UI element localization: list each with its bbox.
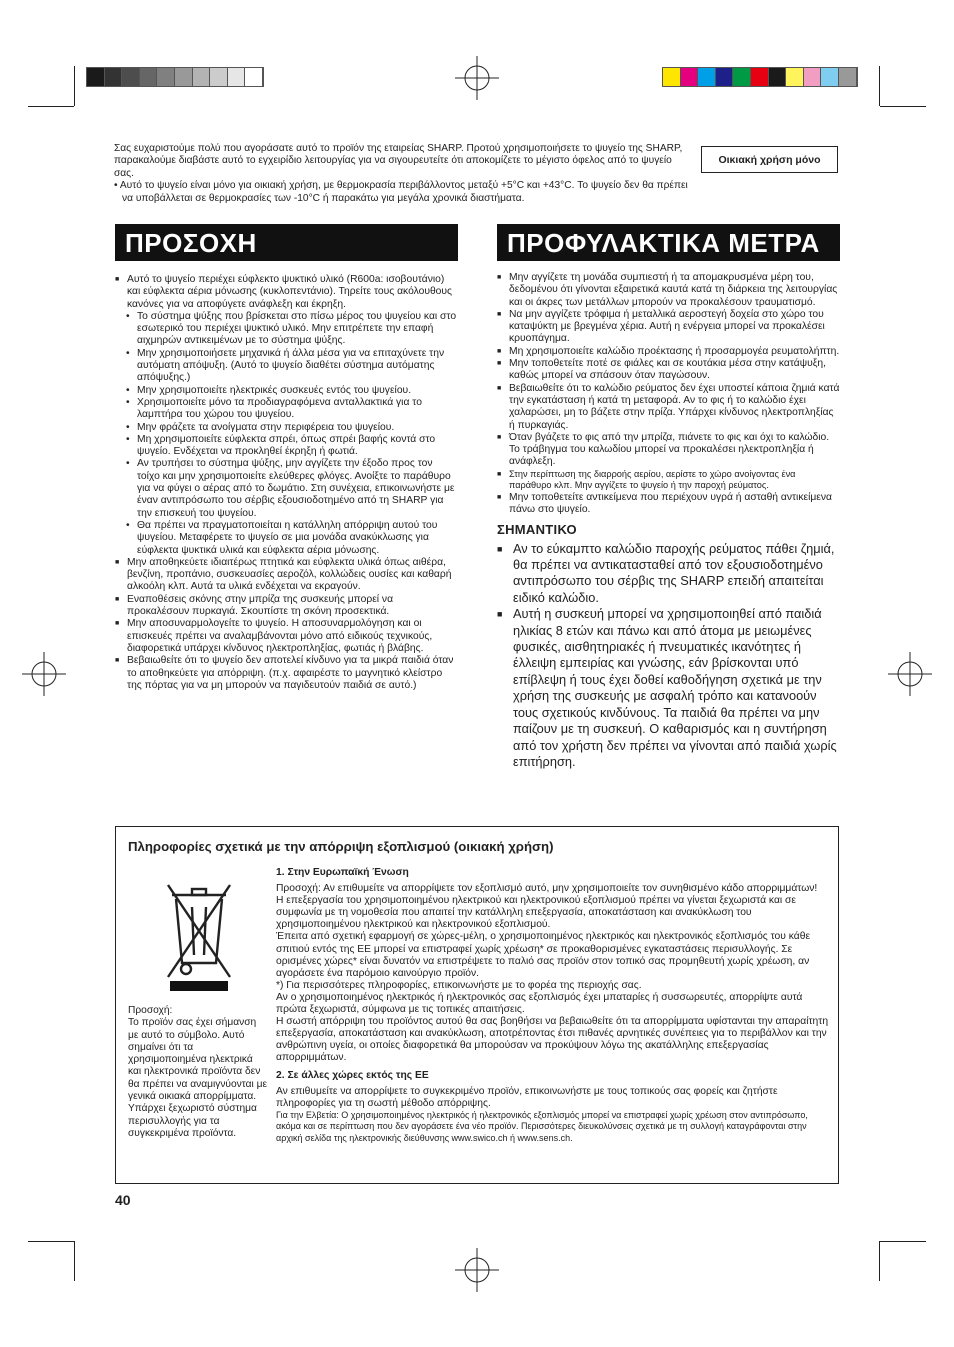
list-item: ■ Μην τοποθετείτε αντικείμενα που περιέχουν υγρά ή ασταθή αντικείμενα πάνω στο ψυγείο.: [497, 492, 840, 517]
crop-mark: [74, 66, 75, 106]
crop-mark: [879, 1241, 880, 1281]
important-title: ΣΗΜΑΝΤΙΚΟ: [497, 522, 577, 538]
color-swatch: [733, 68, 751, 86]
crop-mark: [879, 66, 880, 106]
section1-paragraph: *) Για περισσότερες πληροφορίες, επικοινωνήστε με το φορέα της περιοχής σας.: [276, 979, 642, 991]
section1-paragraph: Η σωστή απόρριψη του προϊόντος αυτού θα σας βοηθήσει να βεβαιωθείτε ότι τα απορρίμματα υφίστανται την απαραίτητη επεξεργασία, αποκατάσταση και ανακύκλωση, αποτρέποντας έτσι πιθανές αρνητικές συνέπειες για το περιβάλλον και την ανθρώπινη υγεία, οι οποίες διαφορετικά θα μπορούσαν να προκύψουν λόγω της ακατάλληλης επεξεργασίας απορριμμάτων.: [276, 1016, 829, 1064]
list-item: • Θα πρέπει να πραγματοποιείται η κατάλληλη απόρριψη αυτού του ψυγείου. Μεταφέρετε το ψυγείο σε μια μονάδα ανακύκλωσης για εύφλεκτα ψυκτικά υλικά και εύφλεκτα αέρια μόνωσης.: [115, 520, 458, 557]
color-swatch: [175, 68, 193, 86]
intro-paragraph: Σας ευχαριστούμε πολύ που αγοράσατε αυτό το προϊόν της εταιρείας SHARP. Προτού χρησιμοποιήσετε το ψυγείο της SHARP, παρακαλούμε διαβάστε αυτό το εγχειρίδιο λειτουργίας για να σιγουρευτείτε ότι αποκομίζετε το μέγιστο όφελος από το ψυγείο σας.: [114, 143, 683, 179]
color-swatch: [698, 68, 716, 86]
section1-title: 1. Στην Ευρωπαϊκή Ένωση: [276, 867, 409, 878]
household-use-badge: Οικιακή χρήση μόνο: [701, 146, 838, 173]
disposal-text: [276, 867, 831, 1144]
important-item: ■ Αν το εύκαμπτο καλώδιο παροχής ρεύματος πάθει ζημιά, θα πρέπει να αντικατασταθεί από τον εξουσιοδοτημένο αντιπρόσωπο του σέρβις της SHARP επειδή απαιτείται ειδικό καλώδιο.: [497, 541, 840, 607]
caution-section: [115, 224, 458, 692]
list-item: ■ Μην τοποθετείτε ποτέ σε φιάλες και σε κουτάκια μέσα στην κατάψυξη, καθώς μπορεί να σπάσουν όταν παγώσουν.: [497, 358, 840, 383]
crop-mark: [880, 1241, 926, 1242]
color-swatch: [716, 68, 734, 86]
caution-title: ΠΡΟΣΟΧΗ: [115, 224, 458, 261]
section1-paragraph: Η επεξεργασία του χρησιμοποιημένου ηλεκτρικού και ηλεκτρονικού εξοπλισμού πρέπει να γίνεται ξεχωριστά και σε συμφωνία με τη νομοθεσία που απαιτεί την κατάλληλη επεξεργασία, αποκατάσταση και ανακύκλωση του χρησιμοποιημένου ηλεκτρικού και ηλεκτρονικού εξοπλισμού.: [276, 895, 796, 931]
color-swatch: [193, 68, 211, 86]
color-calibration-bar: [662, 67, 858, 87]
page-number: 40: [115, 1192, 131, 1208]
color-swatch: [245, 68, 263, 86]
registration-mark-icon: [455, 56, 499, 100]
weee-caution-text: Το προϊόν σας έχει σήμανση με αυτό το σύμβολο. Αυτό σημαίνει ότι τα χρησιμοποιημένα ηλεκτρικά και ηλεκτρονικά προϊόντα δεν θα πρέπει να αναμιγνύονται με γενικά οικιακά απορρίμματα. Υπάρχει ξεχωριστό σύστημα περισυλλογής για τα συγκεκριμένα προϊόντα.: [128, 1017, 268, 1139]
registration-mark-icon: [888, 652, 932, 696]
list-item: ■ Αυτό το ψυγείο περιέχει εύφλεκτο ψυκτικό υλικό (R600a: ισοβουτάνιο) και εύφλεκτα αέρια μόνωσης (κυκλοπεντάνιο). Τηρείτε τους ακόλουθους κανόνες για να αποφύγετε ανάφλεξη και έκρηξη.: [115, 274, 458, 311]
color-swatch: [140, 68, 158, 86]
color-swatch: [821, 68, 839, 86]
color-swatch: [786, 68, 804, 86]
section1-paragraph: Προσοχή: Αν επιθυμείτε να απορρίψετε τον εξοπλισμό αυτό, μην χρησιμοποιείτε τον συνηθισμένο κάδο απορριμμάτων!: [276, 883, 818, 895]
section1-paragraph: Αν ο χρησιμοποιημένος ηλεκτρικός ή ηλεκτρονικός σας εξοπλισμός έχει μπαταρίες ή συσσωρευτές, απορρίψτε αυτά πρώτα ξεχωριστά, σύμφωνα με τις τοπικές απαιτήσεις.: [276, 991, 803, 1016]
section1-paragraph: Έπειτα από σχετική εφαρμογή σε χώρες-μέλη, ο χρησιμοποιημένος ηλεκτρικός και ηλεκτρονικός εξοπλισμός του κάθε σπιτιού εντός της ΕΕ μπορεί να επιστραφεί χωρίς χρέωση* σε προκαθορισμένες εγκαταστάσεις περισυλλογής. Σε ορισμένες χώρες* είναι δυνατόν να επιστρέψετε το παλιό σας προϊόν στον τοπικό σας προμηθευτή χωρίς χρέωση, αν αγοράσετε ένα παρόμοιο καινούργιο προϊόν.: [276, 931, 811, 979]
precautions-list-wrap: [497, 272, 840, 770]
list-item: ■ Εναποθέσεις σκόνης στην μπρίζα της συσκευής μπορεί να προκαλέσουν πυρκαγιά. Σκουπίστε τη σκόνη προσεκτικά.: [115, 594, 458, 619]
precautions-section: [497, 224, 840, 770]
caution-list: [115, 274, 458, 692]
precautions-list: [497, 272, 840, 516]
section2-title: 2. Σε άλλες χώρες εκτός της ΕΕ: [276, 1069, 429, 1081]
color-swatch: [122, 68, 140, 86]
list-item: ■ Μην αγγίζετε τη μονάδα συμπιεστή ή τα απομακρυσμένα μέρη του, δεδομένου ότι γίνονται εξαιρετικά καυτά κατά τη διάρκεια της λειτουργίας και οι άκρες των μετάλλων μπορούν να προκαλέσουν τραυματισμό.: [497, 272, 840, 309]
weee-caution-label: Προσοχή:: [128, 1005, 173, 1016]
section2-paragraph: Αν επιθυμείτε να απορρίψετε το συγκεκριμένο προϊόν, επικοινωνήστε με τους τοπικούς σας φορείς και ζητήστε πληροφορίες για τη σωστή μέθοδο απόρριψης.: [276, 1085, 778, 1109]
section2-switzerland-note: Για την Ελβετία: Ο χρησιμοποιημένος ηλεκτρικός ή ηλεκτρονικός εξοπλισμός μπορεί να επιστραφεί χωρίς χρέωση στον αντιπρόσωπο, ακόμα και σε περίπτωση που δεν αγοράσετε ένα νέο προϊόν. Περισσότερες διευκολύνσεις σχετικά με τη συλλογή καταγράφονται στην αρχική σελίδα της ηλεκτρονικής διεύθυνσης www.swico.ch ή www.sens.ch.: [276, 1109, 808, 1143]
crop-mark: [28, 1241, 74, 1242]
list-item: ■ Στην περίπτωση της διαρροής αερίου, αερίστε το χώρο ανοίγοντας ένα παράθυρο κλπ. Μην αγγίζετε το ψυγείο ή την παροχή ρεύματος.: [497, 469, 840, 492]
crop-mark: [880, 106, 926, 107]
list-item: ■ Μην αποσυναρμολογείτε το ψυγείο. Η αποσυναρμολόγηση και οι επισκευές πρέπει να αναλαμβάνονται μόνο από ειδικούς τεχνικούς, διαφορετικά υπάρχει κίνδυνος ηλεκτροπληξίας, φωτιάς ή βλάβης.: [115, 618, 458, 655]
color-swatch: [105, 68, 123, 86]
intro-text: [114, 143, 694, 205]
list-item: ■ Μη χρησιμοποιείτε καλώδιο προέκτασης ή προσαρμογέα ρευματολήπτη.: [497, 346, 840, 358]
important-list: [497, 541, 840, 771]
caution-list-wrap: [115, 274, 458, 692]
list-item: ■ Βεβαιωθείτε ότι το καλώδιο ρεύματος δεν έχει υποστεί κάποια ζημιά κατά την εγκατάσταση ή κατά τη μεταφορά. Αν το φις ή το καλώδιο έχει χαλαρώσει, μη το βάζετε στην πρίζα. Υπάρχει κίνδυνος ηλεκτροπληξίας ή πυρκαγιάς.: [497, 383, 840, 432]
list-item: • Χρησιμοποιείτε μόνο τα προδιαγραφόμενα ανταλλακτικά για το λαμπτήρα του χώρου του ψυγείου.: [115, 397, 458, 422]
color-swatch: [839, 68, 857, 86]
intro-paragraph: • Αυτό το ψυγείο είναι μόνο για οικιακή χρήση, με θερμοκρασία περιβάλλοντος μεταξύ +5°C και +43°C. Το ψυγείο δεν θα πρέπει να υποβάλλεται σε θερμοκρασίες των -10°C ή παρακάτω για μεγάλα χρονικά διαστήματα.: [114, 180, 688, 204]
color-swatch: [210, 68, 228, 86]
list-item: • Μη χρησιμοποιείτε εύφλεκτα σπρέι, όπως σπρέι βαφής κοντά στο ψυγείο. Ενδέχεται να προκληθεί έκρηξη ή φωτιά.: [115, 434, 458, 459]
color-swatch: [663, 68, 681, 86]
weee-caution: [128, 1005, 268, 1140]
list-item: ■ Βεβαιωθείτε ότι το ψυγείο δεν αποτελεί κίνδυνο για τα μικρά παιδιά όταν το αποθηκεύετε για απόρριψη. (π.χ. αφαιρέστε το μαγνητικό κλείστρο της πόρτας για να μη μπορούν να παγιδευτούν παιδιά σε αυτό.): [115, 655, 458, 692]
list-item: • Το σύστημα ψύξης που βρίσκεται στο πίσω μέρος του ψυγείου και στο εσωτερικό του περιέχει ψυκτικό υλικό. Μην επιτρέπετε την επαφή αιχμηρών αντικειμένων με το σύστημα ψύξης.: [115, 311, 458, 348]
list-item: ■ Μην αποθηκεύετε ιδιαιτέρως πτητικά και εύφλεκτα υλικά όπως αιθέρα, βενζίνη, προπάνιο, συσκευασίες αεροζόλ, κολλώδεις ουσίες και καθαρή αλκοόλη κλπ. Αυτά τα υλικά ενδέχεται να εκραγούν.: [115, 557, 458, 594]
registration-mark-icon: [22, 652, 66, 696]
list-item: • Αν τρυπήσει το σύστημα ψύξης, μην αγγίζετε την έξοδο προς τον τοίχο και μην χρησιμοποιείτε ελεύθερες φλόγες. Ανοίξτε το παράθυρο για να φύγει ο αέρας από το δωμάτιο. Στη συνέχεια, επικοινωνήστε με έναν αντιπρόσωπο του σέρβις εξουσιοδοτημένο από τη SHARP για την επισκευή του ψυγείου.: [115, 458, 458, 519]
section1-body: [276, 883, 831, 1064]
list-item: • Μην χρησιμοποιείτε ηλεκτρικές συσκευές εντός του ψυγείου.: [115, 385, 458, 397]
important-item: ■ Αυτή η συσκευή μπορεί να χρησιμοποιηθεί από παιδιά ηλικίας 8 ετών και πάνω και από άτομα με μειωμένες φυσικές, αισθητηριακές ή πνευματικές ικανότητες ή έλλειψη εμπειρίας και γνώσης, εάν βρίσκονται υπό επίβλεψη ή τους έχει δοθεί καθοδήγηση σχετικά με την χρήση της συσκευής με ασφαλή τρόπο και κατανοούν τους σχετικούς κινδύνους. Τα παιδιά θα πρέπει να μην παίζουν με τη συσκευή. Ο καθαρισμός και η συντήρηση από τον χρήστη δεν πρέπει να γίνονται από παιδιά χωρίς επιτήρηση.: [497, 606, 840, 770]
crop-mark: [74, 1241, 75, 1281]
disposal-title: Πληροφορίες σχετικά με την απόρριψη εξοπλισμού (οικιακή χρήση): [128, 839, 554, 854]
color-swatch: [157, 68, 175, 86]
color-swatch: [681, 68, 699, 86]
list-item: • Μην φράζετε τα ανοίγματα στην περιφέρεια του ψυγείου.: [115, 422, 458, 434]
precautions-title: ΠΡΟΦΥΛΑΚΤΙΚΑ ΜΕΤΡΑ: [497, 224, 840, 261]
crossed-out-wheeled-bin-icon: [162, 877, 236, 995]
list-item: • Μην χρησιμοποιήσετε μηχανικά ή άλλα μέσα για να επιταχύνετε την αυτόματη απόψυξη. (Αυτό το ψυγείο διαθέτει σύστημα αυτόματης απόψυξης.): [115, 348, 458, 385]
registration-mark-icon: [455, 1248, 499, 1292]
disposal-info-box: [115, 826, 839, 1184]
color-swatch: [769, 68, 787, 86]
grayscale-calibration-bar: [86, 67, 264, 87]
color-swatch: [228, 68, 246, 86]
color-swatch: [751, 68, 769, 86]
color-swatch: [87, 68, 105, 86]
list-item: ■ Όταν βγάζετε το φις από την μπρίζα, πιάνετε το φις και όχι το καλώδιο. Το τράβηγμα του καλωδίου μπορεί να προκαλέσει ηλεκτροπληξία ή ανάφλεξη.: [497, 432, 840, 469]
color-swatch: [804, 68, 822, 86]
list-item: ■ Να μην αγγίζετε τρόφιμα ή μεταλλικά αεροστεγή δοχεία στο χώρο του καταψύκτη με βρεγμένα χέρια. Αυτή η ενέργεια μπορεί να προκαλέσει κρυοπάγημα.: [497, 309, 840, 346]
crop-mark: [28, 106, 74, 107]
